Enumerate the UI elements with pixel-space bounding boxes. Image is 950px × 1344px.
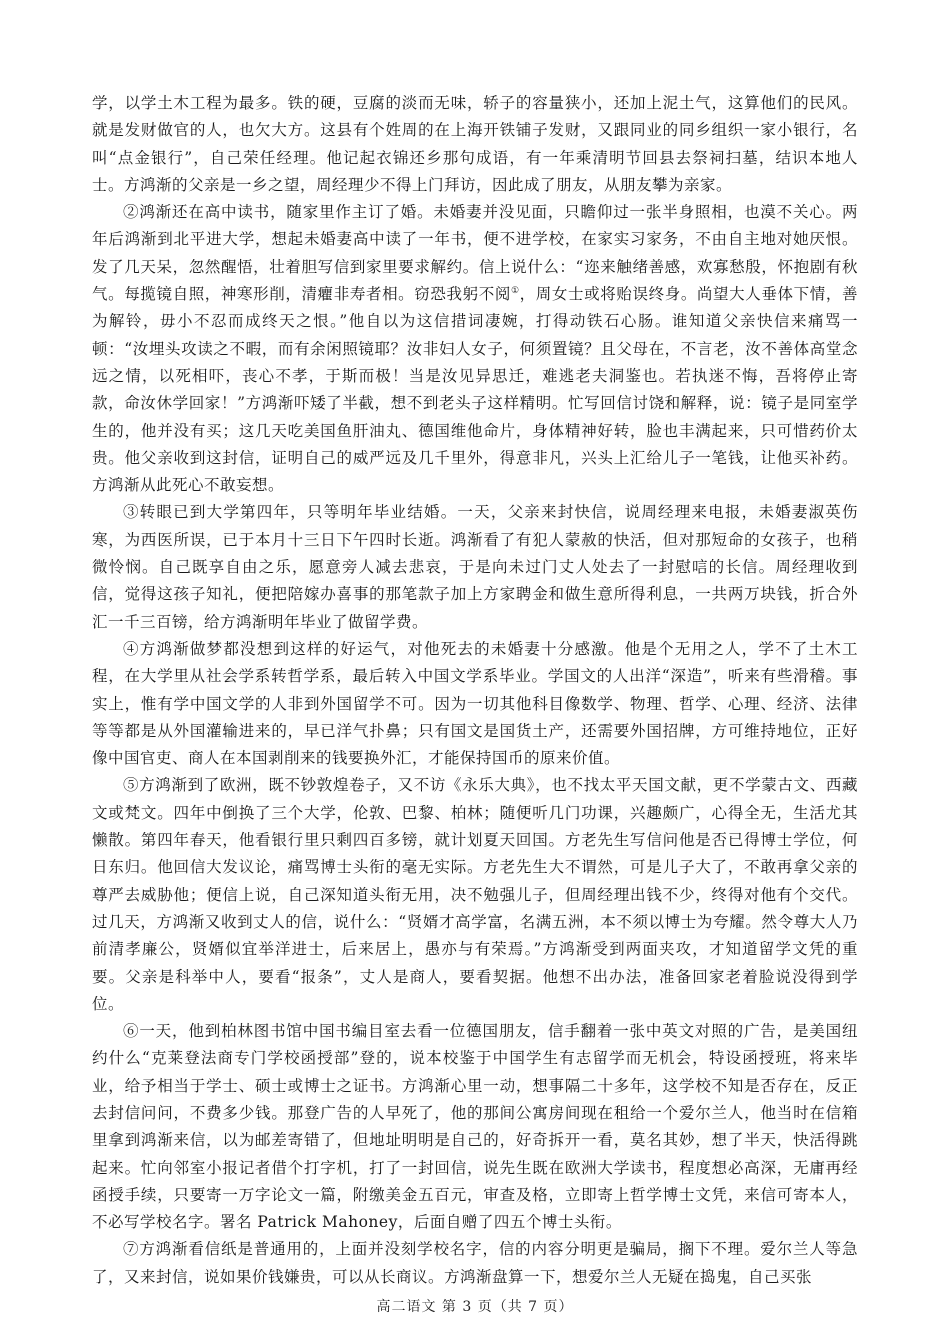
- paragraph-4: ④方鸿渐做梦都没想到这样的好运气，对他死去的未婚妻十分感激。他是个无用之人，学不了土木工程，在大学里从社会学系转哲学系，最后转入中国文学系毕业。学国文的人出洋“深造”，听来有些滑稽。事实上，惟有学中国文学的人非到外国留学不可。因为一切其他科目像数学、物理、哲学、心理、经济、法律等等都是从外国灌输进来的，早已洋气扑鼻；只有国文是国货土产，还需要外国招牌，方可维持地位，正好像中国官吏、商人在本国剥削来的钱要换外汇，才能保持国币的原来价值。: [92, 639, 858, 768]
- paragraph-3: ③转眼已到大学第四年，只等明年毕业结婚。一天，父亲来封快信，说周经理来电报，未婚妻淑英伤寒，为西医所误，已于本月十三日下午四时长逝。鸿渐看了有犯人蒙赦的快活，但对那短命的女孩子，也稍微怜悯。自己既享自由之乐，愿意旁人减去悲哀，于是向未过门丈人处去了一封慰唁的长信。周经理收到信，觉得这孩子知礼，便把陪嫁办喜事的那笔款子加上方家聘金和做生意所得利息，一共两万块钱，折合外汇一千三百镑，给方鸿渐明年毕业了做留学费。: [92, 503, 858, 631]
- paragraph-2-text-b: ，周女士或将贻误终身。尚望大人垂体下情，善为解铃，毋小不忍而成终天之恨。”他自以为这信措词凄婉，打得动铁石心肠。谁知道父亲快信来痛骂一顿：“汝埋头攻读之不暇，而有余闲照镜耶？汝非妇人女子，何须置镜？且父母在，不言老，汝不善体高堂念远之情，以死相吓，丧心不孝，于斯而极！当是汝见异思迁，难逃老夫洞鉴也。若执迷不悔，吾将停止寄款，命汝休学回家！”方鸿渐吓矮了半截，想不到老头子这样精明。忙写回信讨饶和解释，说：镜子是同室学生的，他并没有买；这几天吃美国鱼肝油丸、德国维他命片，身体精神好转，脸也丰满起来，只可惜药价太贵。他父亲收到这封信，证明自己的威严远及几千里外，得意非凡，兴头上汇给儿子一笔钱，让他买补药。方鸿渐从此死心不敢妄想。: [92, 285, 858, 495]
- paragraph-1: 学，以学土木工程为最多。铁的硬，豆腐的淡而无味，轿子的容量狭小，还加上泥土气，这算他们的民风。就是发财做官的人，也欠大方。这县有个姓周的在上海开铁铺子发财，又跟同业的同乡组织一家小银行，名叫“点金银行”，自己荣任经理。他记起衣锦还乡那句成语，有一年乘清明节回县去祭祠扫墓，结识本地人士。方鸿渐的父亲是一乡之望，周经理少不得上门拜访，因此成了朋友，从朋友攀为亲家。: [92, 94, 858, 194]
- paragraph-7: ⑦方鸿渐看信纸是普通用的，上面并没刻学校名字，信的内容分明更是骗局，搁下不理。爱尔兰人等急了，又来封信，说如果价钱嫌贵，可以从长商议。方鸿渐盘算一下，想爱尔兰人无疑在捣鬼，自己买张: [92, 1240, 858, 1286]
- page-footer: 高二语文 第 3 页（共 7 页）: [376, 1299, 574, 1315]
- paragraph-5: ⑤方鸿渐到了欧洲，既不钞敦煌卷子，又不访《永乐大典》，也不找太平天国文献，更不学蒙古文、西藏文或梵文。四年中倒换了三个大学，伦敦、巴黎、柏林；随便听几门功课，兴趣颇广，心得全无，生活尤其懒散。第四年春天，他看银行里只剩四百多镑，就计划夏天回国。方老先生写信问他是否已得博士学位，何日东归。他回信大发议论，痛骂博士头衔的毫无实际。方老先生大不谓然，可是儿子大了，不敢再拿父亲的尊严去威胁他；便信上说，自己深知道头衔无用，决不勉强儿子，但周经理出钱不少，终得对他有个交代。过几天，方鸿渐又收到丈人的信，说什么：“贤婿才高学富，名满五洲，本不须以博士为夸耀。然令尊大人乃前清孝廉公，贤婿似宜举洋进士，后来居上，愚亦与有荣焉。”方鸿渐受到两面夹攻，才知道留学文凭的重要。父亲是科举中人，要看“报条”，丈人是商人，要看契据。他想不出办法，准备回家老着脸说没得到学位。: [92, 776, 858, 1013]
- paragraph-2: [92, 199, 858, 499]
- paragraph-6: ⑥一天，他到柏林图书馆中国书编目室去看一位德国朋友，信手翻着一张中英文对照的广告，是美国纽约什么“克莱登法商专门学校函授部”登的，说本校鉴于中国学生有志留学而无机会，特设函授班，将来毕业，给予相当于学士、硕士或博士之证书。方鸿渐心里一动，想事隔二十多年，这学校不知是否存在，反正去封信问问，不费多少钱。那登广告的人早死了，他的那间公寓房间现在租给一个爱尔兰人，他当时在信箱里拿到鸿渐来信，以为邮差寄错了，但地址明明是自己的，好奇拆开一看，莫名其妙，想了半天，快活得跳起来。忙向邻室小报记者借个打字机，打了一封回信，说先生既在欧洲大学读书，程度想必高深，无庸再经函授手续，只要寄一万字论文一篇，附缴美金五百元，审查及格，立即寄上哲学博士文凭，来信可寄本人，不必写学校名字。署名 Patrick Mahoney，后面自赠了四五个博士头衔。: [92, 1022, 858, 1232]
- footnote-mark: ①: [510, 285, 520, 296]
- paragraph-2-text-a: ②鸿渐还在高中读书，随家里作主订了婚。未婚妻并没见面，只瞻仰过一张半身照相，也漠不关心。两年后鸿渐到北平进大学，想起未婚妻高中读了一年书，便不进学校，在家实习家务，不由自主地对她厌恨。发了几天呆，忽然醒悟，壮着胆写信到家里要求解约。信上说什么：“迩来触绪善感，欢寡愁殷，怀抱剧有秋气。每揽镜自照，神寒形削，清癯非寿者相。窃恐我躬不阅: [92, 203, 858, 304]
- document-body: [92, 90, 858, 1291]
